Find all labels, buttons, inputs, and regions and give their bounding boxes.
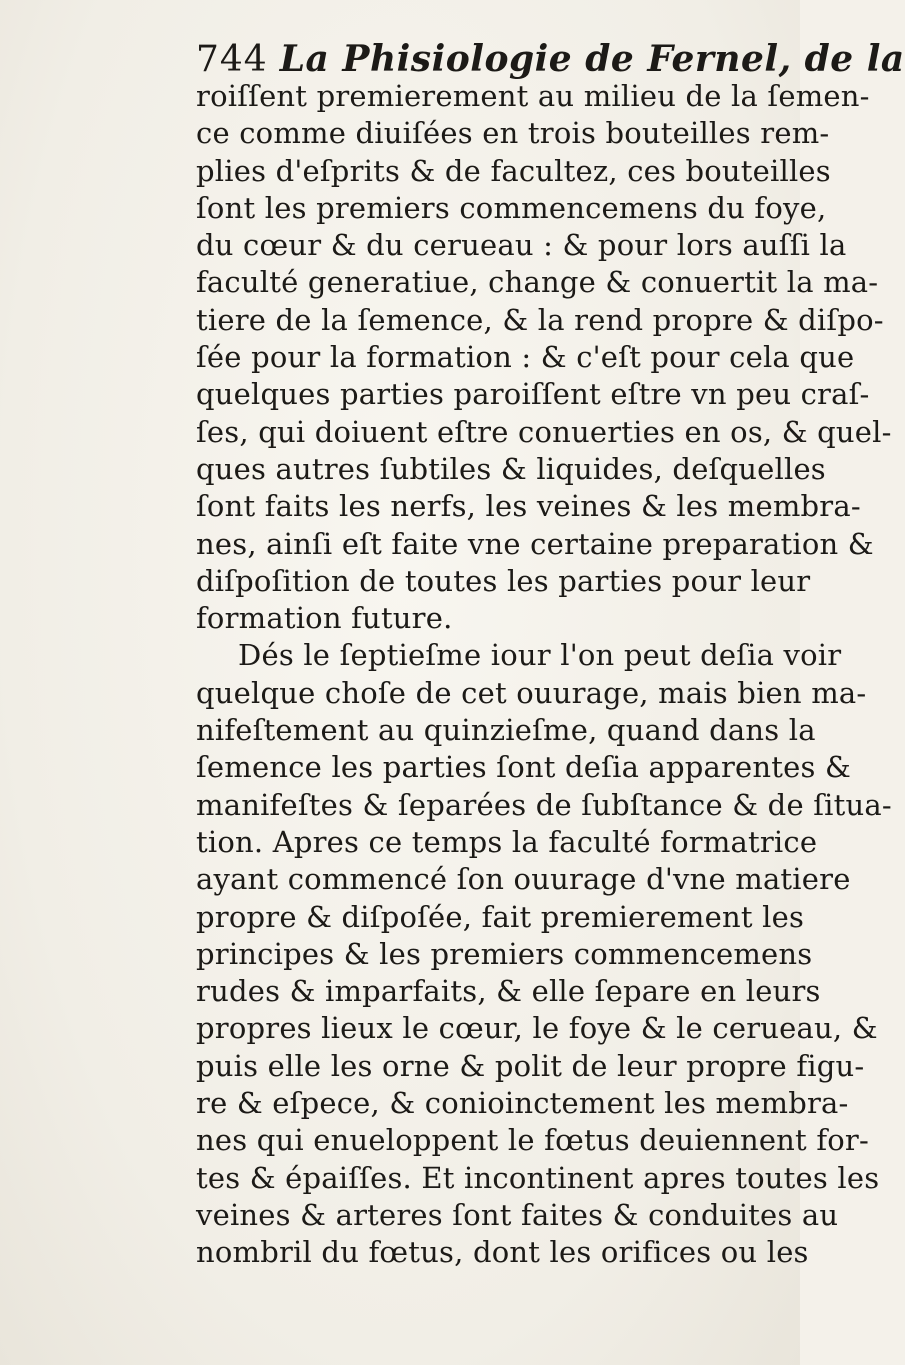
text-line: rudes & imparfaits, & elle ſepare en leurs — [196, 974, 821, 1009]
text-line: ſont les premiers commencemens du foye, — [196, 190, 827, 225]
text-line: ayant commencé ſon ouurage d'vne matiere — [196, 862, 851, 897]
text-line: propres lieux le cœur, le foye & le cerueau, & — [196, 1011, 878, 1046]
text-line: Dés le ſeptieſme iour l'on peut deſia voir — [238, 638, 842, 673]
text-line: ſont faits les nerfs, les veines & les membra- — [196, 489, 861, 524]
text-line: veines & arteres ſont faites & conduites au — [196, 1197, 839, 1232]
text-line: faculté generatiue, change & conuertit la ma- — [196, 265, 879, 300]
text-line: diſpoſition de toutes les parties pour leur — [196, 563, 811, 598]
text-line: tion. Apres ce temps la faculté formatrice — [196, 824, 818, 859]
text-line: nes qui enueloppent le fœtus deuiennent for- — [196, 1123, 869, 1158]
text-line: propre & diſpoſée, fait premierement les — [196, 899, 805, 934]
text-line: plies d'eſprits & de facultez, ces bouteilles — [196, 153, 831, 188]
text-line: formation future. — [196, 601, 453, 636]
text-line: nombril du fœtus, dont les orifices ou les — [196, 1235, 809, 1270]
text-line: roiſſent premierement au milieu de la ſemen- — [196, 79, 870, 113]
text-line: tes & épaiſſes. Et incontinent apres toutes les — [196, 1160, 880, 1195]
text-line: tiere de la ſemence, & la rend propre & diſpo- — [196, 302, 884, 337]
text-line: quelques parties paroiſſent eſtre vn peu craſ- — [196, 377, 870, 412]
text-line: manifeſtes & ſeparées de ſubſtance & de ſitua- — [196, 787, 892, 822]
text-line: principes & les premiers commencemens — [196, 936, 813, 971]
text-line: puis elle les orne & polit de leur propre figu- — [196, 1048, 865, 1083]
running-title: La Phisiologie de Fernel, de la — [279, 38, 905, 80]
text-line: ſes, qui doiuent eſtre conuerties en os, & quel- — [196, 414, 892, 449]
text-line: re & eſpece, & conioinctement les membra- — [196, 1086, 849, 1121]
text-line: nifeſtement au quinzieſme, quand dans la — [196, 713, 816, 748]
text-line: ſée pour la formation : & c'eſt pour cela que — [196, 340, 855, 375]
body-text — [196, 78, 892, 1272]
text-line: quelque choſe de cet ouurage, mais bien ma- — [196, 675, 867, 710]
text-line: ſemence les parties ſont deſia apparentes & — [196, 750, 852, 785]
text-line: nes, ainſi eſt faite vne certaine preparation & — [196, 526, 874, 561]
text-line: ques autres ſubtiles & liquides, deſquelles — [196, 451, 826, 486]
text-line: ce comme diuiſées en trois bouteilles rem- — [196, 116, 830, 151]
page-number: 744 — [196, 39, 268, 80]
text-line: du cœur & du cerueau : & pour lors auſſi la — [196, 228, 847, 263]
